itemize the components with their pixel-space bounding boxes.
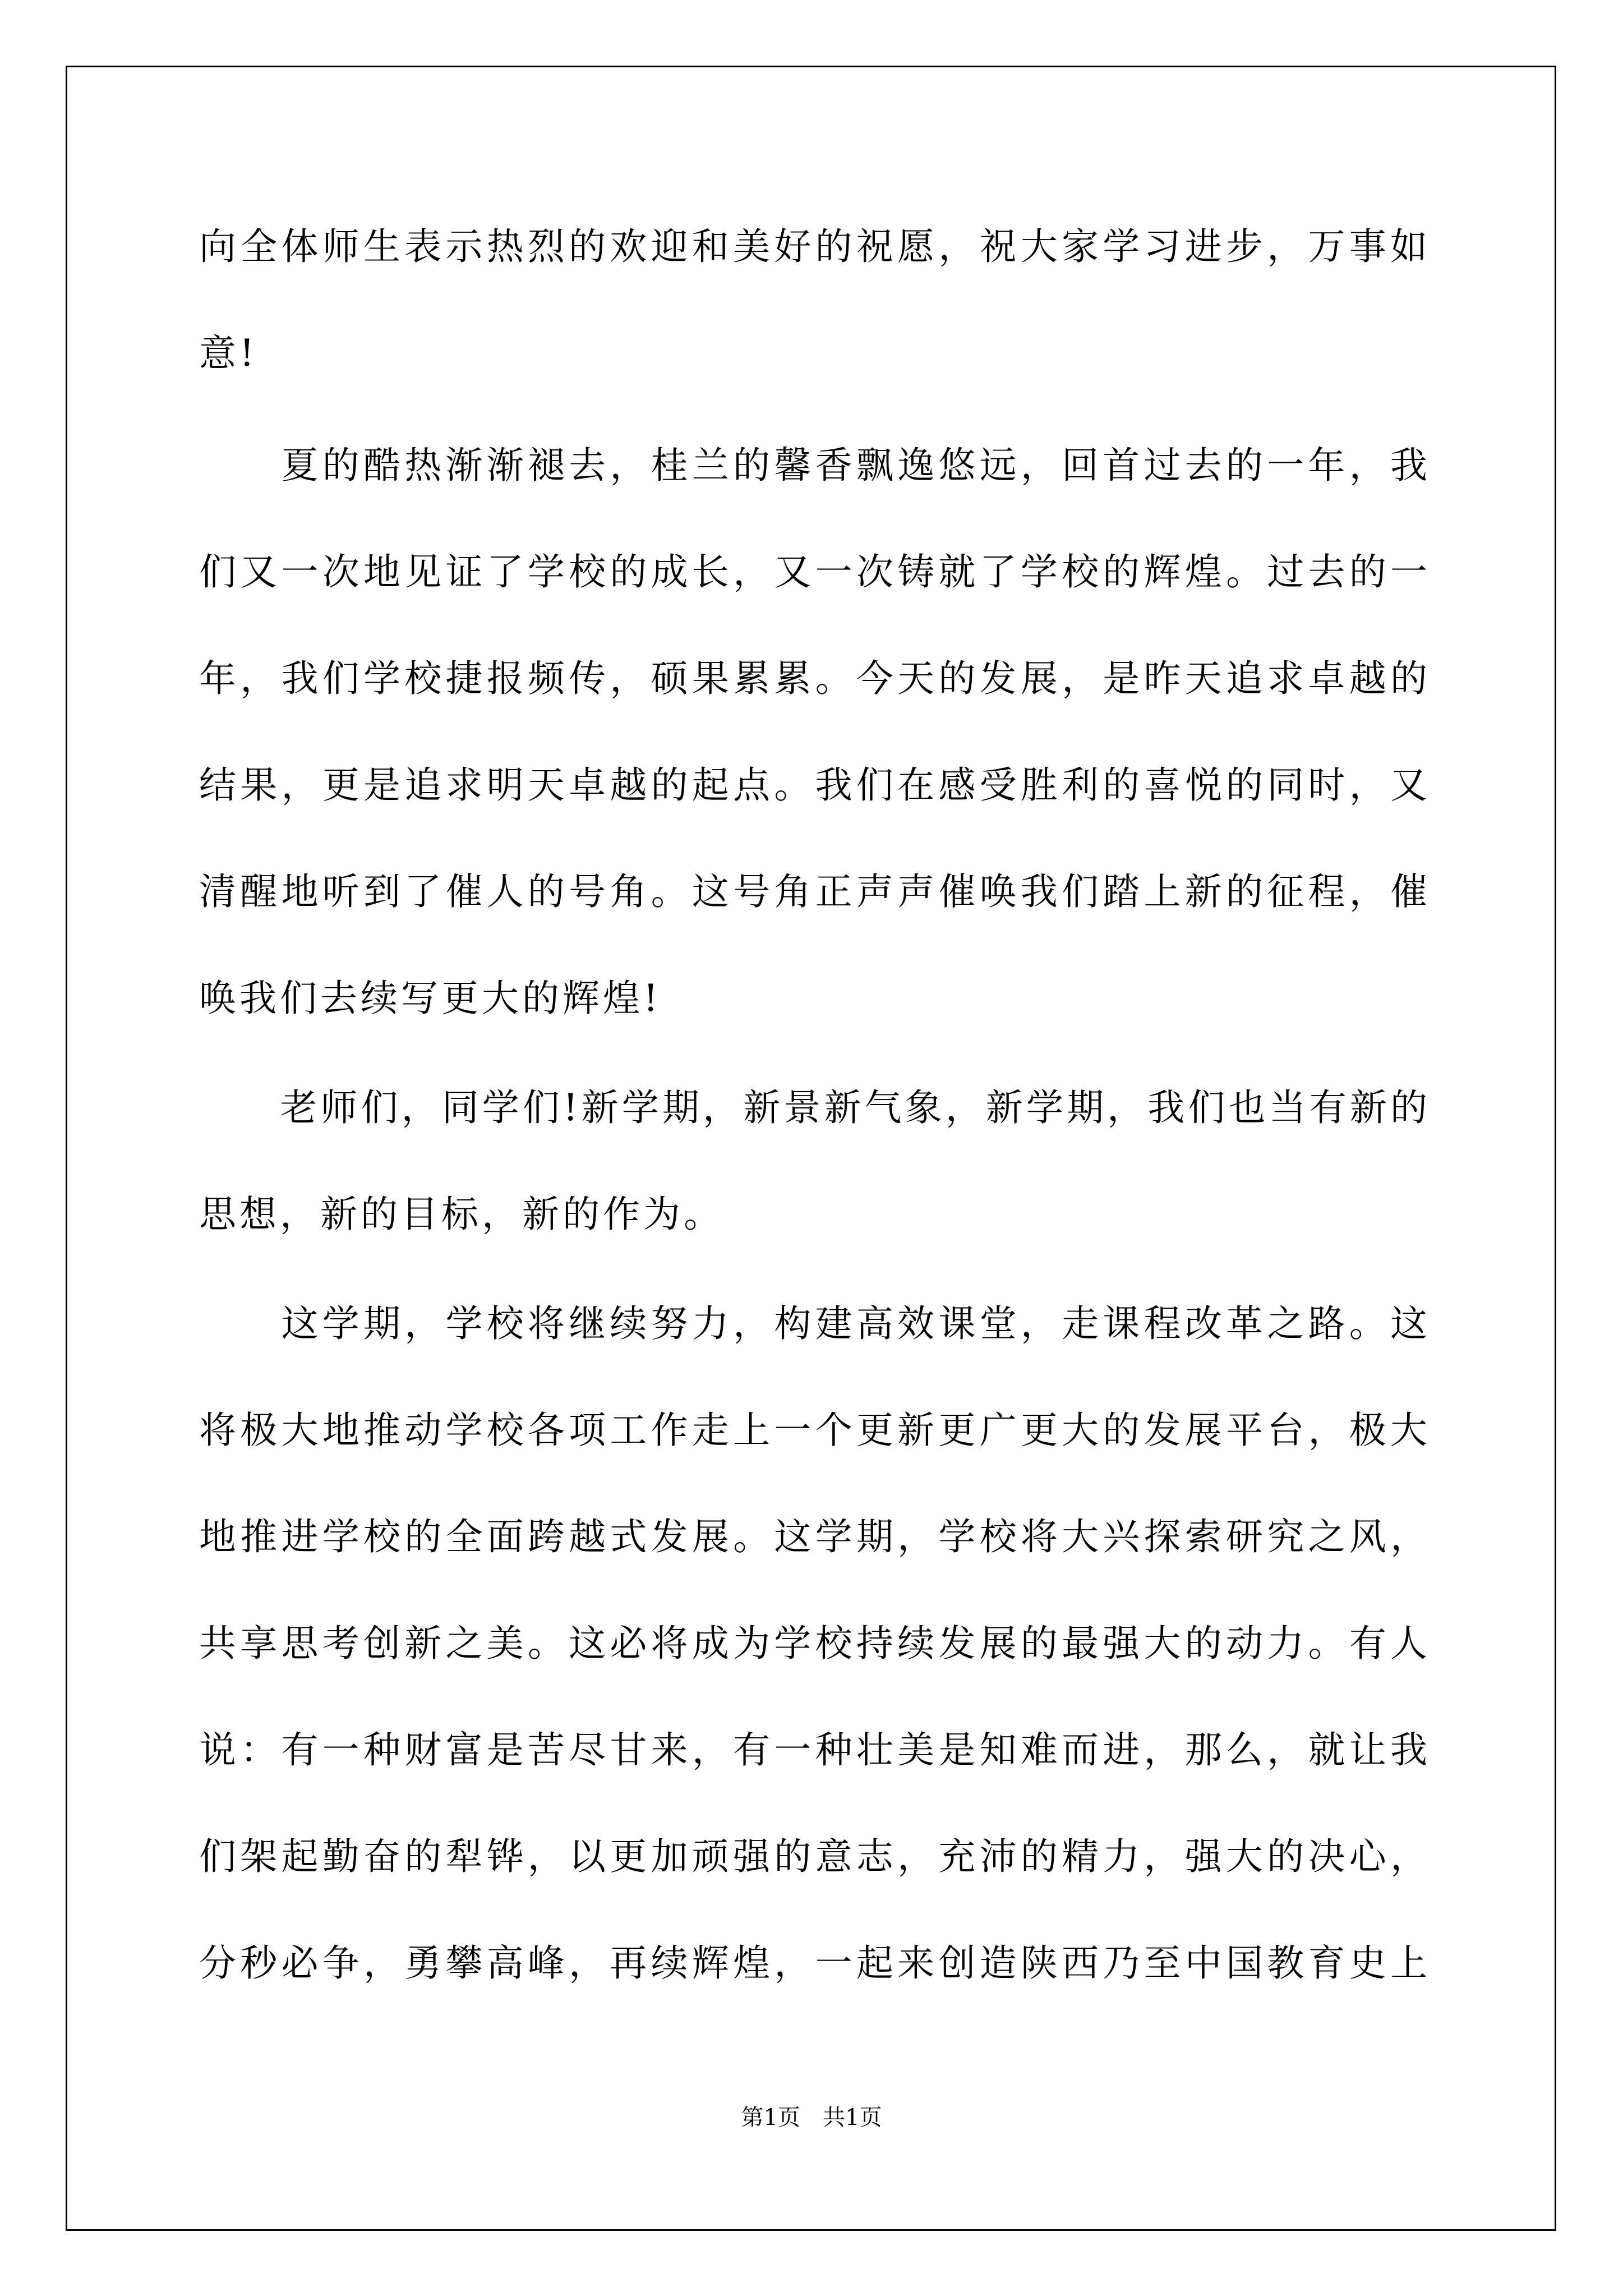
text-line: 这学期，学校将继续努力，构建高效课堂，走课程改革之路。这	[199, 1302, 1427, 1345]
text-line: 地推进学校的全面跨越式发展。这学期，学校将大兴探索研究之风，	[199, 1515, 1427, 1558]
text-line: 老师们，同学们!新学期，新景新气象，新学期，我们也当有新的	[199, 1086, 1427, 1129]
text-line: 们架起勤奋的犁铧，以更加顽强的意志，充沛的精力，强大的决心，	[199, 1835, 1427, 1878]
text-line: 思想，新的目标，新的作为。	[199, 1193, 724, 1236]
text-line: 夏的酷热渐渐褪去，桂兰的馨香飘逸悠远，回首过去的一年，我	[199, 444, 1427, 487]
text-line: 年，我们学校捷报频传，硕果累累。今天的发展，是昨天追求卓越的	[199, 657, 1427, 700]
text-line: 说：有一种财富是苦尽甘来，有一种壮美是知难而进，那么，就让我	[199, 1728, 1427, 1772]
text-line: 将极大地推动学校各项工作走上一个更新更广更大的发展平台，极大	[199, 1409, 1427, 1452]
text-line: 们又一次地见证了学校的成长，又一次铸就了学校的辉煌。过去的一	[199, 550, 1427, 593]
text-line: 分秒必争，勇攀高峰，再续辉煌，一起来创造陕西乃至中国教育史上	[199, 1941, 1427, 1985]
text-line: 结果，更是追求明天卓越的起点。我们在感受胜利的喜悦的同时，又	[199, 763, 1427, 807]
page-border	[66, 66, 1556, 2231]
text-line: 向全体师生表示热烈的欢迎和美好的祝愿，祝大家学习进步，万事如	[199, 225, 1427, 268]
text-line: 唤我们去续写更大的辉煌!	[199, 977, 662, 1020]
text-line: 清醒地听到了催人的号角。这号角正声声催唤我们踏上新的征程，催	[199, 870, 1427, 913]
text-line: 共享思考创新之美。这必将成为学校持续发展的最强大的动力。有人	[199, 1622, 1427, 1665]
text-line: 意!	[199, 332, 258, 375]
page-number: 第1页 共1页	[741, 2105, 882, 2131]
